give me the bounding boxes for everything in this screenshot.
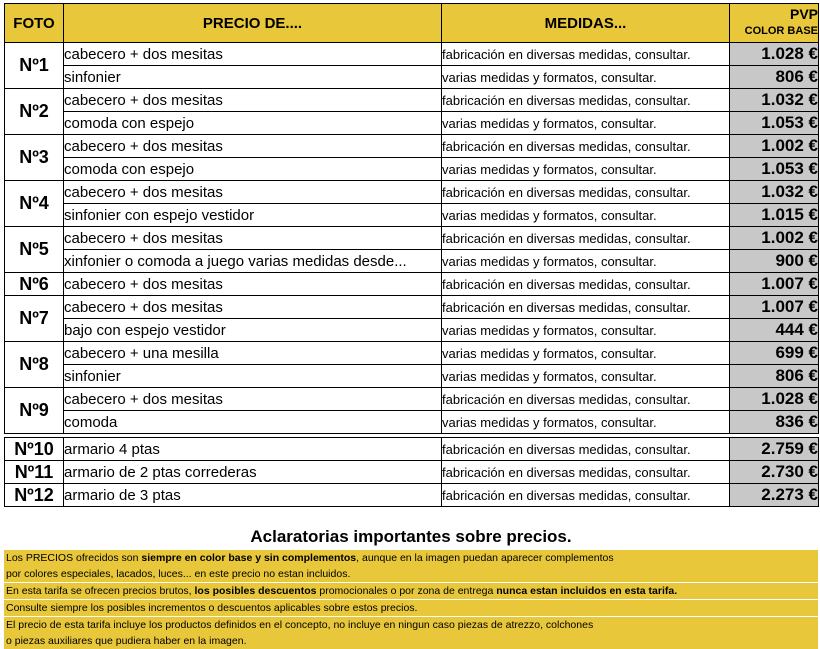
description-cell: armario de 3 ptas <box>64 484 442 507</box>
price-cell: 1.028 € <box>730 388 819 411</box>
foto-cell: Nº7 <box>5 296 64 342</box>
table-row <box>5 296 819 319</box>
note-line <box>6 566 818 582</box>
foto-cell: Nº9 <box>5 388 64 434</box>
medidas-cell: fabricación en diversas medidas, consultar. <box>442 227 730 250</box>
table-row <box>5 365 819 388</box>
medidas-cell: fabricación en diversas medidas, consultar. <box>442 43 730 66</box>
header-row <box>5 4 819 43</box>
price-cell: 1.007 € <box>730 296 819 319</box>
notes-title: Aclaratorias importantes sobre precios. <box>250 527 572 546</box>
description-cell: cabecero + dos mesitas <box>64 135 442 158</box>
foto-cell: Nº11 <box>5 461 64 484</box>
foto-cell: Nº4 <box>5 181 64 227</box>
note-item <box>4 550 818 582</box>
description-cell: sinfonier <box>64 365 442 388</box>
note-text: El precio de esta tarifa incluye los productos definidos en el concepto, no incluye en ningun caso piezas de atrezzo, colchones <box>6 619 594 631</box>
note-item <box>4 582 818 599</box>
medidas-cell: varias medidas y formatos, consultar. <box>442 158 730 181</box>
foto-cell: Nº10 <box>5 438 64 461</box>
table-row <box>5 411 819 434</box>
note-text: En esta tarifa se ofrecen precios brutos, <box>6 585 195 597</box>
note-line <box>6 617 818 633</box>
table-row <box>5 66 819 89</box>
medidas-cell: fabricación en diversas medidas, consultar. <box>442 461 730 484</box>
note-line <box>6 583 818 599</box>
description-cell: cabecero + dos mesitas <box>64 227 442 250</box>
medidas-cell: fabricación en diversas medidas, consultar. <box>442 273 730 296</box>
price-cell: 1.028 € <box>730 43 819 66</box>
table-row <box>5 342 819 365</box>
medidas-cell: varias medidas y formatos, consultar. <box>442 112 730 135</box>
price-cell: 1.032 € <box>730 89 819 112</box>
medidas-cell: fabricación en diversas medidas, consultar. <box>442 89 730 112</box>
header-pvp <box>730 4 819 43</box>
price-cell: 2.730 € <box>730 461 819 484</box>
price-cell: 806 € <box>730 365 819 388</box>
price-cell: 900 € <box>730 250 819 273</box>
table-row <box>5 112 819 135</box>
foto-cell: Nº3 <box>5 135 64 181</box>
header-foto: FOTO <box>5 4 64 43</box>
note-text: , aunque en la imagen puedan aparecer complementos <box>356 552 614 564</box>
price-cell: 1.053 € <box>730 158 819 181</box>
description-cell: cabecero + dos mesitas <box>64 273 442 296</box>
medidas-cell: varias medidas y formatos, consultar. <box>442 66 730 89</box>
medidas-cell: varias medidas y formatos, consultar. <box>442 411 730 434</box>
description-cell: armario de 2 ptas correderas <box>64 461 442 484</box>
price-cell: 699 € <box>730 342 819 365</box>
note-bold-text: los posibles descuentos <box>194 585 317 597</box>
price-table-body <box>5 43 819 507</box>
header-precio: PRECIO DE.... <box>64 4 442 43</box>
table-row <box>5 204 819 227</box>
price-cell: 2.759 € <box>730 438 819 461</box>
price-cell: 1.007 € <box>730 273 819 296</box>
description-cell: cabecero + dos mesitas <box>64 43 442 66</box>
price-cell: 806 € <box>730 66 819 89</box>
medidas-cell: fabricación en diversas medidas, consultar. <box>442 484 730 507</box>
medidas-cell: fabricación en diversas medidas, consultar. <box>442 388 730 411</box>
table-row <box>5 484 819 507</box>
price-cell: 2.273 € <box>730 484 819 507</box>
note-text: promocionales o por zona de entrega <box>316 585 497 597</box>
note-text: Consulte siempre los posibles incrementos o descuentos aplicables sobre estos precios. <box>6 602 418 614</box>
table-row <box>5 273 819 296</box>
table-row <box>5 438 819 461</box>
note-item <box>4 616 818 649</box>
note-line <box>6 550 818 566</box>
table-row <box>5 181 819 204</box>
foto-cell: Nº5 <box>5 227 64 273</box>
table-row <box>5 388 819 411</box>
description-cell: armario 4 ptas <box>64 438 442 461</box>
description-cell: cabecero + dos mesitas <box>64 388 442 411</box>
price-cell: 836 € <box>730 411 819 434</box>
note-line <box>6 600 818 616</box>
foto-cell: Nº8 <box>5 342 64 388</box>
note-bold-text: siempre en color base y sin complementos <box>141 552 357 564</box>
note-bold-text: nunca estan incluidos en esta tarifa. <box>496 585 678 597</box>
medidas-cell: fabricación en diversas medidas, consultar. <box>442 181 730 204</box>
header-color-base: COLOR BASE <box>744 25 818 37</box>
table-row <box>5 319 819 342</box>
medidas-cell: fabricación en diversas medidas, consultar. <box>442 438 730 461</box>
description-cell: comoda con espejo <box>64 112 442 135</box>
table-row <box>5 158 819 181</box>
medidas-cell: fabricación en diversas medidas, consultar. <box>442 296 730 319</box>
medidas-cell: varias medidas y formatos, consultar. <box>442 319 730 342</box>
note-item <box>4 599 818 616</box>
table-row <box>5 43 819 66</box>
price-cell: 1.002 € <box>730 227 819 250</box>
description-cell: comoda con espejo <box>64 158 442 181</box>
medidas-cell: varias medidas y formatos, consultar. <box>442 204 730 227</box>
price-table <box>4 3 819 507</box>
medidas-cell: varias medidas y formatos, consultar. <box>442 365 730 388</box>
note-line <box>6 633 818 649</box>
table-row <box>5 227 819 250</box>
foto-cell: Nº1 <box>5 43 64 89</box>
price-cell: 1.015 € <box>730 204 819 227</box>
description-cell: comoda <box>64 411 442 434</box>
price-cell: 444 € <box>730 319 819 342</box>
price-cell: 1.002 € <box>730 135 819 158</box>
note-text: por colores especiales, lacados, luces... en este precio no estan incluidos. <box>6 568 351 580</box>
description-cell: bajo con espejo vestidor <box>64 319 442 342</box>
note-text: o piezas auxiliares que pudiera haber en la imagen. <box>6 635 247 647</box>
description-cell: cabecero + dos mesitas <box>64 181 442 204</box>
description-cell: sinfonier <box>64 66 442 89</box>
price-cell: 1.053 € <box>730 112 819 135</box>
table-row <box>5 250 819 273</box>
description-cell: xinfonier o comoda a juego varias medidas desde... <box>64 250 442 273</box>
description-cell: cabecero + dos mesitas <box>64 89 442 112</box>
price-cell: 1.032 € <box>730 181 819 204</box>
table-row <box>5 135 819 158</box>
description-cell: cabecero + una mesilla <box>64 342 442 365</box>
table-row <box>5 461 819 484</box>
description-cell: sinfonier con espejo vestidor <box>64 204 442 227</box>
foto-cell: Nº2 <box>5 89 64 135</box>
foto-cell: Nº12 <box>5 484 64 507</box>
medidas-cell: varias medidas y formatos, consultar. <box>442 342 730 365</box>
foto-cell: Nº6 <box>5 273 64 296</box>
description-cell: cabecero + dos mesitas <box>64 296 442 319</box>
header-medidas: MEDIDAS... <box>442 4 730 43</box>
table-row <box>5 89 819 112</box>
notes-box <box>4 550 818 649</box>
note-text: Los PRECIOS ofrecidos son <box>6 552 142 564</box>
medidas-cell: varias medidas y formatos, consultar. <box>442 250 730 273</box>
medidas-cell: fabricación en diversas medidas, consultar. <box>442 135 730 158</box>
header-pvp-label: PVP <box>789 6 818 22</box>
